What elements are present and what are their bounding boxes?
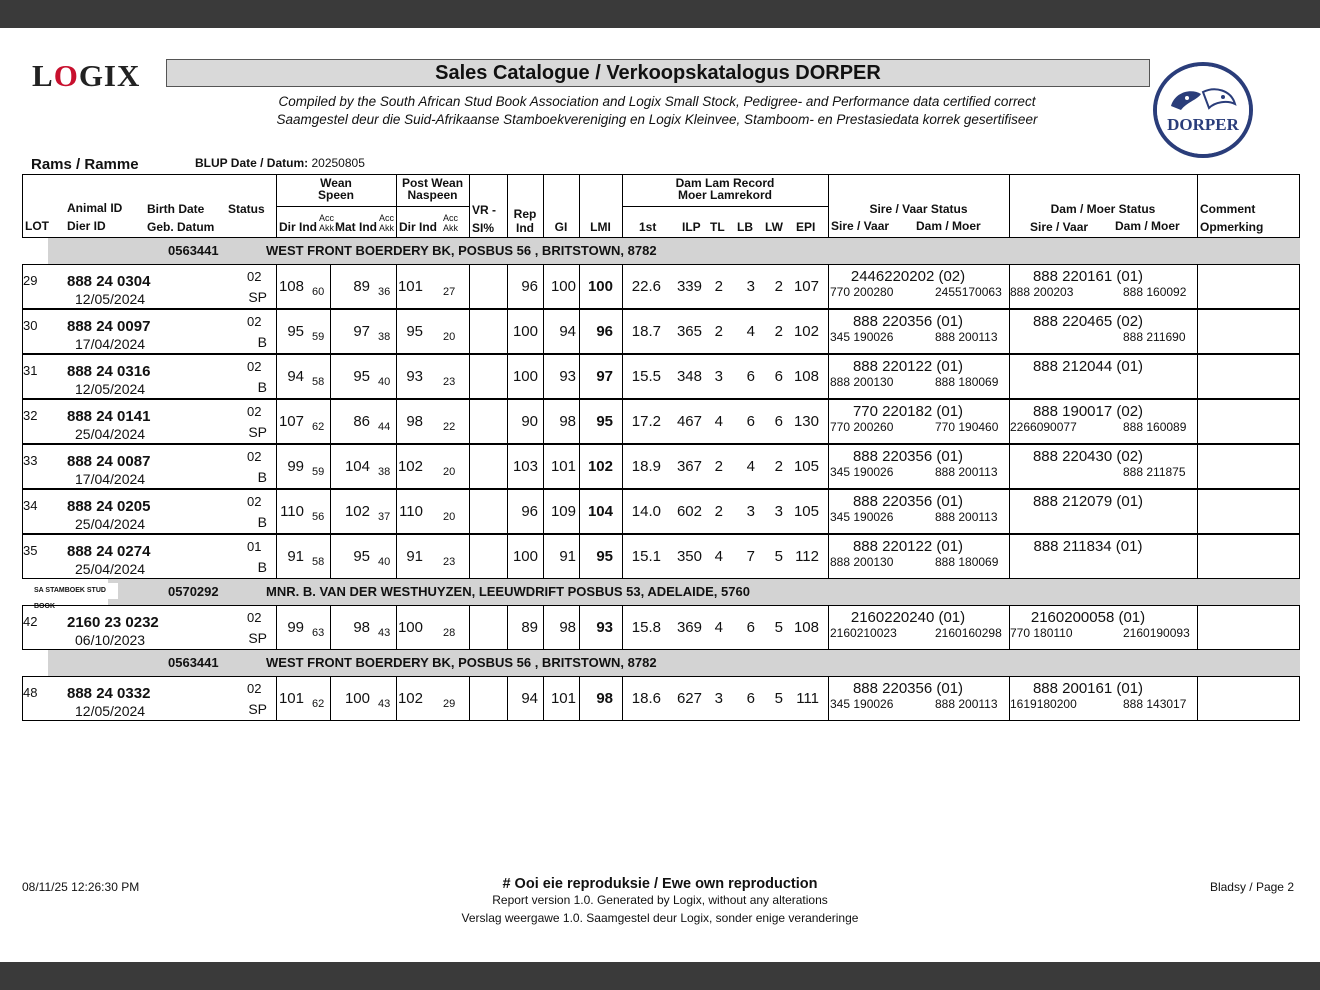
- birth-date: 12/05/2024: [75, 703, 146, 719]
- tl-value: 3: [714, 690, 723, 707]
- col-moer-lamrekord: Moer Lamrekord: [677, 188, 773, 202]
- ilp-value: 602: [676, 503, 702, 520]
- sire-status: 888 220356 (01): [852, 493, 964, 510]
- dam-status: 888 200161 (01): [1032, 680, 1144, 697]
- birth-date: 17/04/2024: [75, 471, 146, 487]
- sire-sire: 345 190026: [830, 465, 894, 479]
- pw-dir-acc: 27: [443, 286, 456, 298]
- rep-ind: 100: [512, 368, 538, 385]
- sire-dam: 770 190460: [935, 420, 999, 434]
- birth-date: 25/04/2024: [75, 516, 146, 532]
- dam-status: 888 220465 (02): [1032, 313, 1144, 330]
- col-vr: VR -: [472, 203, 496, 217]
- sire-dam: 888 180069: [935, 555, 999, 569]
- dam-dam: 888 160092: [1123, 285, 1187, 299]
- dam-sire: 888 200203: [1010, 285, 1074, 299]
- lw-value: 5: [774, 690, 783, 707]
- sire-dam: 2455170063: [935, 285, 1002, 299]
- wean-mat-ind: 98: [353, 619, 370, 636]
- lmi-value: 100: [587, 278, 613, 295]
- epi-value: 130: [793, 413, 819, 430]
- sire-dam: 888 200113: [935, 697, 998, 711]
- epi-value: 108: [793, 619, 819, 636]
- blup-date: BLUP Date / Datum: 20250805: [195, 156, 365, 170]
- status-code: 02: [247, 610, 262, 625]
- table-row: [22, 444, 1300, 489]
- lb-value: 3: [746, 503, 755, 520]
- subtitle-afrikaans: Saamgestel deur die Suid-Afrikaanse Stamboekvereniging en Logix Kleinvee, Stamboom- en Prestasiedata korrek gesertifiseer: [276, 112, 1038, 127]
- table-row: [22, 309, 1300, 354]
- sire-status: 888 220356 (01): [852, 448, 964, 465]
- sire-dam: 888 180069: [935, 375, 999, 389]
- gi-value: 100: [550, 278, 576, 295]
- wean-dir-ind: 99: [287, 458, 304, 475]
- col-ilp: ILP: [682, 220, 701, 234]
- wean-mat-acc: 43: [378, 698, 391, 710]
- gi-value: 98: [559, 619, 576, 636]
- wean-dir-ind: 108: [278, 278, 304, 295]
- wean-mat-acc: 40: [378, 376, 391, 388]
- breeder-group-header: [48, 238, 1300, 264]
- wean-mat-acc: 43: [378, 627, 391, 639]
- dam-sire: 1619180200: [1010, 697, 1077, 711]
- animal-id: 888 24 0141: [67, 408, 151, 425]
- sire-status: 2160220240 (01): [850, 609, 966, 626]
- wean-mat-ind: 97: [353, 323, 370, 340]
- tl-value: 4: [714, 413, 723, 430]
- breeder-group-header: [48, 650, 1300, 676]
- col-gi: GI: [554, 220, 568, 234]
- section-label: Rams / Ramme: [31, 156, 139, 173]
- wean-mat-ind: 104: [344, 458, 370, 475]
- status-code: 01: [247, 539, 262, 554]
- wean-mat-ind: 95: [353, 368, 370, 385]
- epi-value: 105: [793, 503, 819, 520]
- wean-mat-ind: 102: [344, 503, 370, 520]
- table-row: [22, 264, 1300, 309]
- lw-value: 2: [774, 458, 783, 475]
- footer-note: # Ooi eie reproduksie / Ewe own reproduction: [502, 876, 818, 892]
- status: SP: [248, 424, 267, 440]
- wean-mat-acc: 38: [378, 466, 391, 478]
- gi-value: 109: [550, 503, 576, 520]
- dam-dam: 888 143017: [1123, 697, 1187, 711]
- first-lamb: 22.6: [631, 278, 661, 295]
- top-bar: [0, 0, 1320, 28]
- sire-status: 888 220356 (01): [852, 313, 964, 330]
- sire-dam: 888 200113: [935, 465, 998, 479]
- pw-dir-ind: 91: [406, 548, 423, 565]
- wean-dir-ind: 101: [278, 690, 304, 707]
- pw-dir-acc: 20: [443, 511, 456, 523]
- lb-value: 3: [746, 278, 755, 295]
- animal-id: 888 24 0087: [67, 453, 151, 470]
- sire-sire: 770 200280: [830, 285, 894, 299]
- wean-mat-ind: 89: [353, 278, 370, 295]
- dam-sire: 770 180110: [1010, 626, 1073, 640]
- rep-ind: 89: [521, 619, 538, 636]
- col-geb-datum: Geb. Datum: [147, 220, 215, 234]
- gi-value: 98: [559, 413, 576, 430]
- table-row: [22, 605, 1300, 650]
- sire-sire: 345 190026: [830, 697, 894, 711]
- status: B: [257, 334, 267, 350]
- gi-value: 93: [559, 368, 576, 385]
- pw-dir-ind: 95: [406, 323, 423, 340]
- col-rep: Rep: [513, 207, 537, 221]
- lot-number: 31: [23, 363, 38, 378]
- wean-mat-acc: 40: [378, 556, 391, 568]
- lb-value: 4: [746, 323, 755, 340]
- animal-id: 2160 23 0232: [67, 614, 159, 631]
- rep-ind: 96: [521, 278, 538, 295]
- footer-version-en: Report version 1.0. Generated by Logix, without any alterations: [492, 893, 828, 907]
- col-dier-id: Dier ID: [67, 219, 106, 233]
- sire-sire: 770 200260: [830, 420, 894, 434]
- sire-status: 888 220122 (01): [852, 538, 964, 555]
- dam-dam: 888 211875: [1123, 465, 1186, 479]
- tl-value: 3: [714, 368, 723, 385]
- wean-dir-ind: 94: [287, 368, 304, 385]
- footer-page-number: Bladsy / Page 2: [1209, 880, 1294, 894]
- wean-mat-ind: 100: [344, 690, 370, 707]
- table-row: [22, 354, 1300, 399]
- gi-value: 101: [550, 690, 576, 707]
- first-lamb: 18.9: [631, 458, 661, 475]
- animal-id: 888 24 0205: [67, 498, 151, 515]
- ilp-value: 467: [676, 413, 702, 430]
- sire-dam: 2160160298: [935, 626, 1002, 640]
- status: B: [257, 514, 267, 530]
- col-lw: LW: [765, 220, 783, 234]
- col-lmi: LMI: [590, 220, 611, 234]
- lw-value: 5: [774, 619, 783, 636]
- lb-value: 6: [746, 690, 755, 707]
- breeder-name: WEST FRONT BOERDERY BK, POSBUS 56 , BRITSTOWN, 8782: [266, 243, 657, 258]
- epi-value: 108: [793, 368, 819, 385]
- dam-dam: 888 211690: [1123, 330, 1186, 344]
- status-code: 02: [247, 404, 262, 419]
- logix-logo: LOGIX: [32, 58, 141, 93]
- sire-status: 770 220182 (01): [852, 403, 964, 420]
- first-lamb: 15.5: [631, 368, 661, 385]
- table-row: [22, 534, 1300, 579]
- sire-sire: 888 200130: [830, 555, 894, 569]
- col-si: SI%: [472, 221, 495, 235]
- dam-status: 2160200058 (01): [1030, 609, 1146, 626]
- wean-dir-ind: 91: [287, 548, 304, 565]
- lb-value: 6: [746, 619, 755, 636]
- col-comment: Comment: [1200, 202, 1256, 216]
- tl-value: 2: [714, 458, 723, 475]
- status-code: 02: [247, 449, 262, 464]
- dam-dam: 2160190093: [1123, 626, 1190, 640]
- animal-id: 888 24 0316: [67, 363, 151, 380]
- lw-value: 2: [774, 278, 783, 295]
- pw-dir-ind: 98: [406, 413, 423, 430]
- table-header: LOT Animal ID Dier ID Birth Date Geb. Datum Status Wean Speen Post Wean Naspeen Dir Ind Acc Akk Mat Ind Acc Akk Dir Ind Acc Akk VR - SI% Rep Ind GI LMI Dam Lam Record Moer Lamrekord 1st ILP TL LB LW EPI Sire / Vaar Status Sire / Vaar Dam / Moer Dam / Moer Status Sire / Vaar Dam / Moer Comment Opmerking: [22, 174, 1300, 238]
- birth-date: 25/04/2024: [75, 426, 146, 442]
- animal-id: 888 24 0332: [67, 685, 151, 702]
- first-lamb: 18.7: [631, 323, 661, 340]
- wean-dir-ind: 110: [280, 503, 304, 520]
- footer-version-af: Verslag weergawe 1.0. Saamgestel deur Logix, sonder enige veranderinge: [461, 911, 859, 925]
- animal-id: 888 24 0274: [67, 543, 151, 560]
- breeder-group-header: [34, 579, 1300, 610]
- lmi-value: 95: [596, 413, 613, 430]
- wean-dir-ind: 99: [287, 619, 304, 636]
- rep-ind: 100: [512, 548, 538, 565]
- lw-value: 5: [774, 548, 783, 565]
- pw-dir-acc: 20: [443, 331, 456, 343]
- pw-dir-acc: 29: [443, 698, 456, 710]
- ilp-value: 627: [676, 690, 702, 707]
- status: B: [257, 379, 267, 395]
- first-lamb: 17.2: [631, 413, 661, 430]
- ilp-value: 367: [676, 458, 702, 475]
- wean-mat-acc: 38: [378, 331, 391, 343]
- badge-text: DORPER: [1167, 115, 1239, 134]
- tl-value: 2: [714, 503, 723, 520]
- wean-dir-acc: 60: [312, 286, 325, 298]
- col-dam-dam: Dam / Moer: [1115, 219, 1180, 233]
- col-birth-date: Birth Date: [147, 202, 205, 216]
- wean-dir-acc: 62: [312, 698, 325, 710]
- wean-dir-acc: 59: [312, 331, 325, 343]
- wean-mat-ind: 86: [353, 413, 370, 430]
- lb-value: 4: [746, 458, 755, 475]
- wean-dir-acc: 62: [312, 421, 325, 433]
- dorper-badge: [1153, 62, 1253, 158]
- sire-status: 888 220122 (01): [852, 358, 964, 375]
- breeder-id: 0563441: [168, 655, 219, 670]
- status: SP: [248, 289, 267, 305]
- lot-number: 33: [23, 453, 38, 468]
- pw-dir-acc: 23: [443, 556, 456, 568]
- col-naspeen: Naspeen: [407, 188, 458, 202]
- dam-status: 888 212079 (01): [1032, 493, 1144, 510]
- pw-dir-ind: 93: [406, 368, 423, 385]
- tl-value: 4: [714, 619, 723, 636]
- rep-ind: 100: [512, 323, 538, 340]
- animal-id: 888 24 0304: [67, 273, 151, 290]
- wean-dir-acc: 58: [312, 376, 325, 388]
- col-post-wean: Post Wean: [401, 176, 464, 190]
- pw-dir-ind: 110: [399, 503, 423, 520]
- lot-number: 32: [23, 408, 38, 423]
- col-dam-sire: Sire / Vaar: [1030, 220, 1089, 234]
- breeder-name: WEST FRONT BOERDERY BK, POSBUS 56 , BRITSTOWN, 8782: [266, 655, 657, 670]
- wean-dir-acc: 56: [312, 511, 325, 523]
- breeder-id: 0570292: [168, 584, 219, 599]
- status-code: 02: [247, 681, 262, 696]
- lot-number: 42: [23, 614, 38, 629]
- first-lamb: 15.8: [631, 619, 661, 636]
- ilp-value: 339: [676, 278, 702, 295]
- tl-value: 4: [714, 548, 723, 565]
- ilp-value: 369: [676, 619, 702, 636]
- sire-status: 2446220202 (02): [850, 268, 966, 285]
- lot-number: 34: [23, 498, 38, 513]
- col-wean-mat-ind: Mat Ind: [335, 220, 377, 234]
- footer-timestamp: 08/11/25 12:26:30 PM: [22, 880, 140, 894]
- rep-ind: 90: [521, 413, 538, 430]
- ilp-value: 365: [676, 323, 702, 340]
- rep-ind: 94: [521, 690, 538, 707]
- lmi-value: 104: [587, 503, 613, 520]
- status: B: [257, 559, 267, 575]
- wean-dir-acc: 59: [312, 466, 325, 478]
- lot-number: 35: [23, 543, 38, 558]
- dam-status: 888 211834 (01): [1033, 538, 1143, 555]
- status: SP: [248, 701, 267, 717]
- epi-value: 102: [793, 323, 819, 340]
- pw-dir-ind: 102: [397, 690, 423, 707]
- table-row: [22, 489, 1300, 534]
- col-ind: Ind: [516, 221, 534, 235]
- sire-sire: 345 190026: [830, 330, 894, 344]
- col-status: Status: [228, 202, 265, 216]
- wean-mat-ind: 95: [353, 548, 370, 565]
- col-speen: Speen: [317, 188, 354, 202]
- sire-status: 888 220356 (01): [852, 680, 964, 697]
- ilp-value: 348: [676, 368, 702, 385]
- catalogue-table: [22, 174, 1300, 719]
- status-code: 02: [247, 314, 262, 329]
- col-epi: EPI: [796, 220, 816, 234]
- page-title: Sales Catalogue / Verkoopskatalogus DORPER: [166, 59, 1150, 87]
- first-lamb: 15.1: [631, 548, 661, 565]
- col-lb: LB: [737, 220, 753, 234]
- status-code: 02: [247, 494, 262, 509]
- gi-value: 101: [550, 458, 576, 475]
- sa-studbook-logo: SA STAMBOEK STUD BOOK: [34, 583, 118, 599]
- wean-dir-acc: 63: [312, 627, 325, 639]
- gi-value: 91: [559, 548, 576, 565]
- pw-dir-ind: 100: [397, 619, 423, 636]
- dorper-sheep-icon: [1157, 66, 1249, 154]
- col-animal-id: Animal ID: [67, 201, 123, 215]
- lot-number: 29: [23, 273, 38, 288]
- wean-mat-acc: 36: [378, 286, 391, 298]
- lot-number: 30: [23, 318, 38, 333]
- col-lot: LOT: [25, 219, 49, 233]
- breeder-id: 0563441: [168, 243, 219, 258]
- col-opmerking: Opmerking: [1200, 220, 1264, 234]
- lmi-value: 102: [587, 458, 613, 475]
- subtitle-english: Compiled by the South African Stud Book Association and Logix Small Stock, Pedigree- and Performance data certified correct: [278, 94, 1036, 109]
- lw-value: 3: [774, 503, 783, 520]
- gi-value: 94: [559, 323, 576, 340]
- first-lamb: 18.6: [631, 690, 661, 707]
- birth-date: 06/10/2023: [75, 632, 146, 648]
- wean-mat-acc: 44: [378, 421, 391, 433]
- tl-value: 2: [714, 323, 723, 340]
- col-first: 1st: [639, 220, 657, 234]
- col-dam-lam-record: Dam Lam Record: [675, 176, 775, 190]
- col-tl: TL: [710, 220, 725, 234]
- status: B: [257, 469, 267, 485]
- epi-value: 111: [796, 690, 819, 707]
- dam-status: 888 212044 (01): [1032, 358, 1144, 375]
- rep-ind: 103: [512, 458, 538, 475]
- dam-dam: 888 160089: [1123, 420, 1187, 434]
- sire-dam: 888 200113: [935, 510, 998, 524]
- pw-dir-acc: 28: [443, 627, 456, 639]
- birth-date: 17/04/2024: [75, 336, 146, 352]
- table-row: [22, 676, 1300, 721]
- col-sire-status: Sire / Vaar Status: [869, 202, 968, 216]
- pw-dir-ind: 102: [397, 458, 423, 475]
- birth-date: 12/05/2024: [75, 381, 146, 397]
- lmi-value: 98: [596, 690, 613, 707]
- animal-id: 888 24 0097: [67, 318, 151, 335]
- epi-value: 112: [795, 548, 819, 565]
- lb-value: 6: [746, 368, 755, 385]
- col-sire-dam: Dam / Moer: [916, 219, 981, 233]
- lmi-value: 96: [596, 323, 613, 340]
- col-wean-dir-ind: Dir Ind: [279, 220, 317, 234]
- birth-date: 12/05/2024: [75, 291, 146, 307]
- breeder-name: MNR. B. VAN DER WESTHUYZEN, LEEUWDRIFT POSBUS 53, ADELAIDE, 5760: [266, 584, 750, 599]
- rep-ind: 96: [521, 503, 538, 520]
- birth-date: 25/04/2024: [75, 561, 146, 577]
- status-code: 02: [247, 359, 262, 374]
- ilp-value: 350: [676, 548, 702, 565]
- col-sire-sire: Sire / Vaar: [831, 219, 890, 233]
- col-dam-status: Dam / Moer Status: [1050, 202, 1156, 216]
- dam-status: 888 220161 (01): [1032, 268, 1144, 285]
- wean-dir-ind: 95: [287, 323, 304, 340]
- pw-dir-acc: 23: [443, 376, 456, 388]
- dam-sire: 2266090077: [1010, 420, 1077, 434]
- lmi-value: 95: [596, 548, 613, 565]
- lw-value: 2: [774, 323, 783, 340]
- lmi-value: 97: [596, 368, 613, 385]
- sire-sire: 2160210023: [830, 626, 897, 640]
- dam-status: 888 190017 (02): [1032, 403, 1144, 420]
- tl-value: 2: [714, 278, 723, 295]
- first-lamb: 14.0: [631, 503, 661, 520]
- epi-value: 107: [793, 278, 819, 295]
- lw-value: 6: [774, 413, 783, 430]
- pw-dir-ind: 101: [397, 278, 423, 295]
- table-row: [22, 399, 1300, 444]
- epi-value: 105: [793, 458, 819, 475]
- pw-dir-acc: 22: [443, 421, 456, 433]
- col-wean: Wean: [320, 176, 352, 190]
- sire-sire: 888 200130: [830, 375, 894, 389]
- sire-sire: 345 190026: [830, 510, 894, 524]
- wean-mat-acc: 37: [378, 511, 391, 523]
- wean-dir-ind: 107: [278, 413, 304, 430]
- lmi-value: 93: [596, 619, 613, 636]
- status-code: 02: [247, 269, 262, 284]
- wean-dir-acc: 58: [312, 556, 325, 568]
- status: SP: [248, 630, 267, 646]
- dam-status: 888 220430 (02): [1032, 448, 1144, 465]
- sire-dam: 888 200113: [935, 330, 998, 344]
- col-pw-dir-ind: Dir Ind: [399, 220, 437, 234]
- lb-value: 7: [746, 548, 755, 565]
- pw-dir-acc: 20: [443, 466, 456, 478]
- lb-value: 6: [746, 413, 755, 430]
- lw-value: 6: [774, 368, 783, 385]
- bottom-bar: [0, 962, 1320, 990]
- lot-number: 48: [23, 685, 38, 700]
